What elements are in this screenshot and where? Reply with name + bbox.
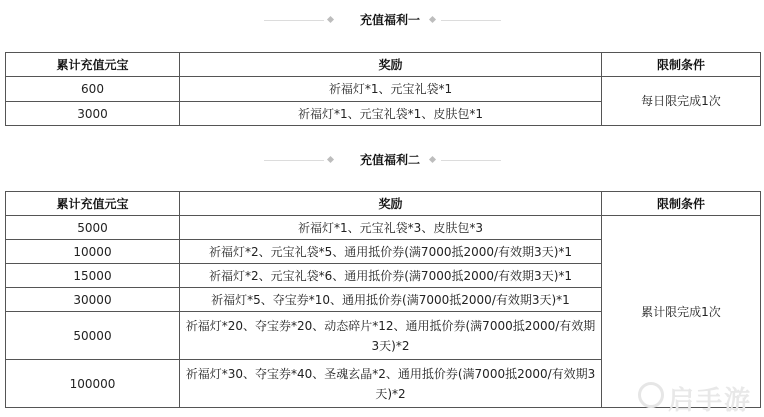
reward-cell: 祈福灯*1、元宝礼袋*1、皮肤包*1	[180, 102, 602, 126]
section-2-title: 充值福利二	[359, 153, 420, 167]
divider-left	[264, 160, 324, 161]
diamond-icon	[327, 16, 334, 23]
amount-cell: 15000	[6, 264, 180, 288]
divider-right	[441, 160, 501, 161]
limit-cell: 累计限完成1次	[602, 216, 761, 408]
amount-cell: 100000	[6, 360, 180, 408]
reward-table-1	[5, 52, 761, 126]
table-row	[6, 216, 761, 240]
reward-cell: 祈福灯*2、元宝礼袋*5、通用抵价券(满7000抵2000/有效期3天)*1	[180, 240, 602, 264]
reward-cell: 祈福灯*1、元宝礼袋*1	[180, 77, 602, 102]
logo-icon	[638, 382, 664, 408]
divider-left	[264, 20, 324, 21]
table-header-row	[6, 192, 761, 216]
header-reward: 奖励	[180, 192, 602, 216]
amount-cell: 3000	[6, 102, 180, 126]
reward-cell: 祈福灯*20、夺宝券*20、动态碎片*12、通用抵价券(满7000抵2000/有效期3天)*2	[180, 312, 602, 360]
section-1-heading	[0, 10, 764, 30]
amount-cell: 50000	[6, 312, 180, 360]
reward-table-2	[5, 191, 761, 408]
header-reward: 奖励	[180, 53, 602, 77]
watermark-text: 启手游	[668, 386, 753, 416]
section-2-heading	[0, 150, 764, 170]
header-limit: 限制条件	[602, 192, 761, 216]
table-row	[6, 77, 761, 102]
amount-cell: 30000	[6, 288, 180, 312]
divider-right	[441, 20, 501, 21]
amount-cell: 600	[6, 77, 180, 102]
amount-cell: 10000	[6, 240, 180, 264]
amount-cell: 5000	[6, 216, 180, 240]
table-header-row	[6, 53, 761, 77]
limit-cell: 每日限完成1次	[602, 77, 761, 126]
reward-cell: 祈福灯*30、夺宝券*40、圣魂玄晶*2、通用抵价券(满7000抵2000/有效期3天)*2	[180, 360, 602, 408]
reward-cell: 祈福灯*5、夺宝券*10、通用抵价券(满7000抵2000/有效期3天)*1	[180, 288, 602, 312]
diamond-icon	[327, 156, 334, 163]
site-watermark	[636, 378, 760, 416]
header-amount: 累计充值元宝	[6, 192, 180, 216]
reward-cell: 祈福灯*1、元宝礼袋*3、皮肤包*3	[180, 216, 602, 240]
reward-cell: 祈福灯*2、元宝礼袋*6、通用抵价券(满7000抵2000/有效期3天)*1	[180, 264, 602, 288]
header-limit: 限制条件	[602, 53, 761, 77]
section-1-title: 充值福利一	[359, 13, 420, 27]
header-amount: 累计充值元宝	[6, 53, 180, 77]
